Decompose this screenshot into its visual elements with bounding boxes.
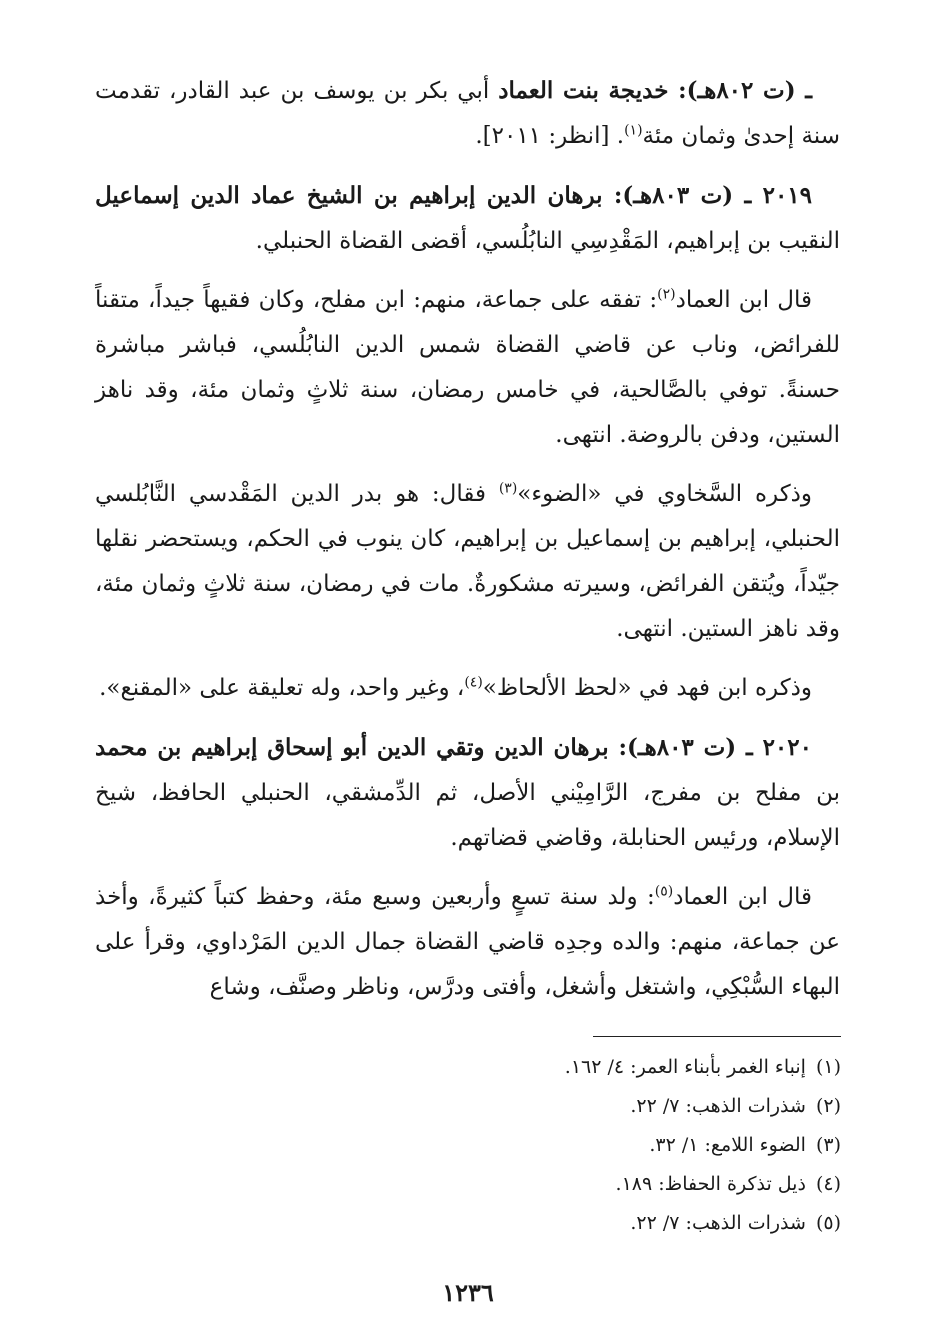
paragraph <box>95 278 840 458</box>
paragraph-text: : تفقه على جماعة، منهم: ابن مفلح، وكان فقيهاً جيداً، متقناً للفرائض، وناب عن قاضي القضاة شمس الدين النابُلُسي، فباشر مباشرة حسنةً. توفي بالصَّالحية، في خامس رمضان، سنة ثلاثٍ وثمان مئة، وقد ناهز الستين، ودفن بالروضة. انتهى. <box>95 287 840 448</box>
entry-heading: ـ (ت ٨٠٣هـ): برهان الدين إبراهيم بن الشيخ عماد الدين إسماعيل <box>95 182 763 209</box>
footnote-ref[interactable]: (٥) <box>654 883 674 900</box>
footnote-ref[interactable]: (٤) <box>464 674 483 691</box>
footnote-item <box>96 1087 841 1126</box>
entry-text: النقيب بن إبراهيم، المَقْدِسِي النابُلُسي، أقضى القضاة الحنبلي. <box>255 228 840 254</box>
entry-2020 <box>95 725 840 861</box>
paragraph <box>95 875 840 1010</box>
footnote-divider <box>593 1036 841 1037</box>
entry-number: ٢٠٢٠ <box>762 734 812 761</box>
footnote-text: إنباء الغمر بأبناء العمر: ٤/ ١٦٢. <box>564 1056 806 1078</box>
entry-text: أبي بكر بن يوسف بن عبد القادر، تقدمت سنة إحدىٰ وثمان مئة <box>95 78 840 149</box>
footnote-text: شذرات الذهب: ٧/ ٢٢. <box>630 1212 806 1234</box>
entry-text: بن مفلح بن مفرج، الرَّامِيْني الأصل، ثم الدِّمشقي، الحنبلي الحافظ، شيخ الإسلام، ورئيس الحنابلة، وقاضي قضاتهم. <box>95 780 840 851</box>
footnote-ref[interactable]: (١) <box>624 122 643 139</box>
paragraph-text: وذكره ابن فهد في «لحظ الألحاظ» <box>482 675 812 701</box>
footnote-text: شذرات الذهب: ٧/ ٢٢. <box>630 1095 806 1117</box>
page-body <box>95 68 840 1024</box>
paragraph-text: ، وغير واحد، وله تعليقة على «المقنع». <box>99 675 465 701</box>
footnote-ref[interactable]: (٢) <box>657 286 676 303</box>
footnote-ref[interactable]: (٣) <box>498 480 518 497</box>
footnote-number: (٢) <box>815 1095 841 1117</box>
entry-2019 <box>95 173 840 264</box>
footnote-number: (٥) <box>815 1212 841 1234</box>
footnote-number: (٤) <box>815 1173 841 1195</box>
paragraph-text: قال ابن العماد <box>673 884 812 910</box>
paragraph <box>95 472 840 652</box>
footnote-text: ذيل تذكرة الحفاظ: ١٨٩. <box>615 1173 806 1195</box>
entry-number: ٢٠١٩ <box>762 182 813 209</box>
paragraph-text: : ولد سنة تسعٍ وأربعين وسبع مئة، وحفظ كتباً كثيرةً، وأخذ عن جماعة، منهم: والده وجدِه قاضي القضاة جمال الدين المَرْداوي، وقرأ على البهاء السُّبْكِي، واشتغل وأشغل، وأفتى ودرَّس، وناظر وصنَّف، وشاع <box>95 884 840 1000</box>
footnote-text: الضوء اللامع: ١/ ٣٢. <box>649 1134 806 1156</box>
paragraph-text: فقال: هو بدر الدين المَقْدسي النَّابُلسي الحنبلي، إبراهيم بن إسماعيل بن إبراهيم، كان ينوب في الحكم، ويستحضر نقلها جيّداً، ويُتقن الفرائض، وسيرته مشكورةٌ. مات في رمضان، سنة ثلاثٍ وثمان مئة، وقد ناهز الستين. انتهى. <box>95 481 840 642</box>
paragraph <box>95 666 840 711</box>
footnote-number: (٣) <box>815 1134 841 1156</box>
page-number: ١٢٣٦ <box>442 1278 494 1307</box>
footnotes-list <box>96 1048 841 1243</box>
entry-heading: ـ (ت ٨٠٣هـ): برهان الدين وتقي الدين أبو إسحاق إبراهيم بن محمد <box>95 734 763 761</box>
footnote-item <box>96 1165 841 1204</box>
footnote-item <box>96 1126 841 1165</box>
entry-text-tail: . [انظر: ٢٠١١]. <box>475 123 625 149</box>
footnote-item <box>96 1204 841 1243</box>
footnote-item <box>96 1048 841 1087</box>
paragraph-text: وذكره السَّخاوي في «الضوء» <box>517 481 812 507</box>
footnote-number: (١) <box>815 1056 841 1078</box>
continuation-entry <box>95 68 840 159</box>
paragraph-text: قال ابن العماد <box>675 287 812 313</box>
entry-heading: ـ (ت ٨٠٢هـ): خديجة بنت العماد <box>498 77 812 104</box>
